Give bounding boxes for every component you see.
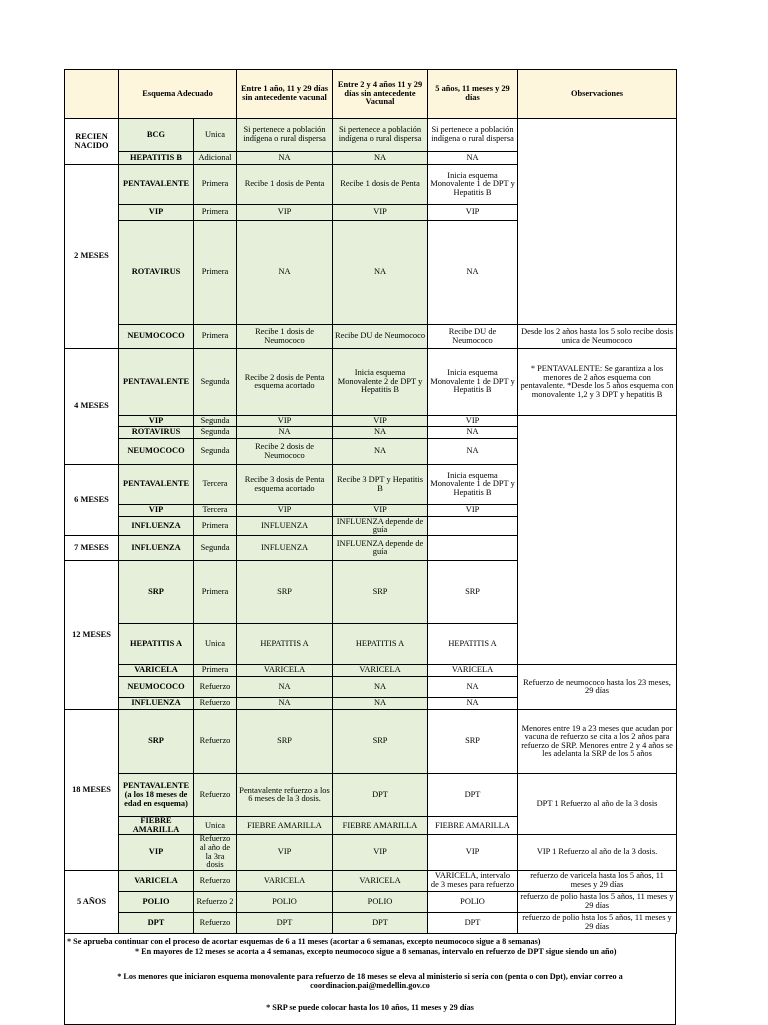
vaccine-name: INFLUENZA: [119, 517, 194, 536]
vaccine-name: DPT: [119, 912, 194, 933]
cell-col1: VIP: [237, 416, 333, 427]
dose-label: Segunda: [194, 349, 237, 416]
dose-label: Refuerzo: [194, 710, 237, 774]
table-row: [65, 325, 677, 349]
cell-col3: Inicia esquema Monovalente 1 de DPT y Hepatitis B: [428, 465, 518, 505]
vaccine-name: VARICELA: [119, 870, 194, 891]
dose-label: Refuerzo: [194, 870, 237, 891]
cell-col3: HEPATITIS A: [428, 623, 518, 665]
cell-col1: VARICELA: [237, 870, 333, 891]
cell-col2: VARICELA: [333, 870, 428, 891]
cell-col1: NA: [237, 221, 333, 325]
vaccine-name: SRP: [119, 710, 194, 774]
dose-label: Refuerzo: [194, 677, 237, 698]
cell-col1: HEPATITIS A: [237, 623, 333, 665]
dose-label: Primera: [194, 665, 237, 677]
dose-label: Primera: [194, 325, 237, 349]
dose-label: Unica: [194, 817, 237, 835]
table-row: [65, 774, 677, 817]
cell-col1: Recibe 1 dosis de Penta: [237, 165, 333, 205]
dose-label: Refuerzo: [194, 774, 237, 817]
dose-label: Unica: [194, 119, 237, 152]
observation-cell: refuerzo de polio hasta los 5 años, 11 meses y 29 días: [518, 891, 677, 912]
table-row: [65, 665, 677, 677]
cell-col2: FIEBRE AMARILLA: [333, 817, 428, 835]
table-row: [65, 710, 677, 774]
dose-label: Refuerzo 2: [194, 891, 237, 912]
table-row: [65, 835, 677, 870]
dose-label: Primera: [194, 517, 237, 536]
observation-cell: Menores entre 19 a 23 meses que acudan por vacuna de refuerzo se cita a los 2 años para refuerzo de SRP. Menores entre 2 y 4 años se les adelanta la SRP de los 5 años: [518, 710, 677, 774]
cell-col1: Recibe 2 dosis de Penta esquema acortado: [237, 349, 333, 416]
dose-label: Unica: [194, 623, 237, 665]
header-col2: Entre 2 y 4 años 11 y 29 días sin antecedente Vacunal: [333, 70, 428, 119]
cell-col3: NA: [428, 152, 518, 165]
table-row: [65, 891, 677, 912]
cell-col1: NA: [237, 698, 333, 710]
header-observaciones: Observaciones: [518, 70, 677, 119]
vaccine-name: INFLUENZA: [119, 698, 194, 710]
cell-col2: NA: [333, 439, 428, 465]
dose-label: Primera: [194, 205, 237, 221]
dose-label: Tercera: [194, 505, 237, 517]
cell-col3: DPT: [428, 912, 518, 933]
vaccine-name: VIP: [119, 505, 194, 517]
vaccine-name: HEPATITIS B: [119, 152, 194, 165]
cell-col1: INFLUENZA: [237, 536, 333, 561]
header-esquema: Esquema Adecuado: [119, 70, 237, 119]
cell-col2: INFLUENZA depende de guía: [333, 517, 428, 536]
cell-col2: HEPATITIS A: [333, 623, 428, 665]
header-col1: Entre 1 año, 11 y 29 días sin antecedente vacunal: [237, 70, 333, 119]
cell-col1: FIEBRE AMARILLA: [237, 817, 333, 835]
vaccine-name: VIP: [119, 416, 194, 427]
vaccine-name: PENTAVALENTE: [119, 165, 194, 205]
vaccine-name: BCG: [119, 119, 194, 152]
cell-col2: Recibe 1 dosis de Penta: [333, 165, 428, 205]
vaccine-name: NEUMOCOCO: [119, 439, 194, 465]
cell-col3: NA: [428, 427, 518, 439]
cell-col2: SRP: [333, 561, 428, 623]
cell-col2: NA: [333, 152, 428, 165]
cell-col3: VIP: [428, 835, 518, 870]
cell-col1: INFLUENZA: [237, 517, 333, 536]
vaccine-name: PENTAVALENTE: [119, 349, 194, 416]
age-group: 6 MESES: [65, 465, 119, 536]
header-row: [65, 70, 677, 119]
cell-col3: NA: [428, 698, 518, 710]
cell-col1: Recibe 2 dosis de Neumococo: [237, 439, 333, 465]
dose-label: Segunda: [194, 427, 237, 439]
cell-col1: Pentavalente refuerzo a los 6 meses de la 3 dosis.: [237, 774, 333, 817]
observation-cell: [518, 119, 677, 325]
cell-col3: SRP: [428, 710, 518, 774]
dose-label: Primera: [194, 561, 237, 623]
vaccine-name: NEUMOCOCO: [119, 677, 194, 698]
observation-cell: [518, 416, 677, 665]
cell-col1: SRP: [237, 561, 333, 623]
dose-label: Refuerzo: [194, 698, 237, 710]
vaccination-schedule-sheet: [64, 69, 676, 1025]
header-col3: 5 años, 11 meses y 29 días: [428, 70, 518, 119]
dose-label: Tercera: [194, 465, 237, 505]
observation-cell: Refuerzo de neumococo hasta los 23 meses, 29 días: [518, 665, 677, 710]
cell-col1: NA: [237, 677, 333, 698]
cell-col2: POLIO: [333, 891, 428, 912]
vaccine-name: VIP: [119, 835, 194, 870]
age-group: RECIEN NACIDO: [65, 119, 119, 165]
cell-col2: Recibe 3 DPT y Hepatitis B: [333, 465, 428, 505]
header-age: [65, 70, 119, 119]
cell-col2: VIP: [333, 835, 428, 870]
note-line: * En mayores de 12 meses se acorta a 4 semanas, excepto neumococo sigue a 8 semanas, intervalo en refuerzo de DPT sigue siendo un año): [135, 946, 617, 956]
cell-col3: DPT: [428, 774, 518, 817]
age-group: 7 MESES: [65, 536, 119, 561]
cell-col1: NA: [237, 152, 333, 165]
cell-col3: VARICELA: [428, 665, 518, 677]
cell-col2: Recibe DU de Neumococo: [333, 325, 428, 349]
cell-col2: Inicia esquema Monovalente 2 de DPT y Hepatitis B: [333, 349, 428, 416]
cell-col3: FIEBRE AMARILLA: [428, 817, 518, 835]
cell-col2: VIP: [333, 205, 428, 221]
cell-col3: VIP: [428, 505, 518, 517]
cell-col1: VARICELA: [237, 665, 333, 677]
age-group: 4 MESES: [65, 349, 119, 465]
cell-col2: VARICELA: [333, 665, 428, 677]
cell-col2: VIP: [333, 505, 428, 517]
vaccine-name: INFLUENZA: [119, 536, 194, 561]
vaccine-name: VARICELA: [119, 665, 194, 677]
observation-cell: DPT 1 Refuerzo al año de la 3 dosis: [518, 774, 677, 835]
cell-col3: NA: [428, 221, 518, 325]
age-group: 5 AÑOS: [65, 870, 119, 933]
observation-cell: * PENTAVALENTE: Se garantiza a los menores de 2 años esquema con pentavalente. *Desde los 5 años esquema con monovalente 1,2 y 3 DPT y hepatitis B: [518, 349, 677, 416]
age-group: 12 MESES: [65, 561, 119, 710]
cell-col1: VIP: [237, 205, 333, 221]
cell-col3: Inicia esquema Monovalente 1 de DPT y Hepatitis B: [428, 349, 518, 416]
age-group: 18 MESES: [65, 710, 119, 871]
vaccine-name: FIEBRE AMARILLA: [119, 817, 194, 835]
cell-col1: DPT: [237, 912, 333, 933]
cell-col1: VIP: [237, 835, 333, 870]
age-group: 2 MESES: [65, 165, 119, 349]
cell-col3: SRP: [428, 561, 518, 623]
observation-cell: refuerzo de varicela hasta los 5 años, 11 meses y 29 días: [518, 870, 677, 891]
dose-label: Primera: [194, 221, 237, 325]
cell-col1: NA: [237, 427, 333, 439]
notes-box: [64, 934, 676, 1025]
cell-col3: Si pertenece a población indígena o rural dispersa: [428, 119, 518, 152]
dose-label: Refuerzo al año de la 3ra dosis: [194, 835, 237, 870]
dose-label: Segunda: [194, 439, 237, 465]
cell-col3: POLIO: [428, 891, 518, 912]
observation-cell: refuerzo de polio hsta los 5 años, 11 meses y 29 días: [518, 912, 677, 933]
cell-col2: VIP: [333, 416, 428, 427]
note-line: * Los menores que iniciaron esquema monovalente para refuerzo de 18 meses se eleva al ministerio si sería con (penta o con Dpt), enviar correo a coordinacion.pai@medellin.gov.co: [117, 971, 623, 990]
vaccine-name: PENTAVALENTE: [119, 465, 194, 505]
table-row: [65, 912, 677, 933]
cell-col1: VIP: [237, 505, 333, 517]
cell-col1: POLIO: [237, 891, 333, 912]
vaccine-name: ROTAVIRUS: [119, 427, 194, 439]
cell-col2: NA: [333, 698, 428, 710]
table-row: [65, 416, 677, 427]
vaccine-name: ROTAVIRUS: [119, 221, 194, 325]
vaccine-name: NEUMOCOCO: [119, 325, 194, 349]
cell-col3: VARICELA, intervalo de 3 meses para refuerzo: [428, 870, 518, 891]
dose-label: Segunda: [194, 416, 237, 427]
table-row: [65, 349, 677, 416]
cell-col3: NA: [428, 439, 518, 465]
vaccine-name: POLIO: [119, 891, 194, 912]
table-row: [65, 119, 677, 152]
cell-col2: Si pertenece a población indígena o rural dispersa: [333, 119, 428, 152]
cell-col3: Inicia esquema Monovalente 1 de DPT y Hepatitis B: [428, 165, 518, 205]
vaccine-name: VIP: [119, 205, 194, 221]
vaccine-name: PENTAVALENTE (a los 18 meses de edad en esquema): [119, 774, 194, 817]
dose-label: Segunda: [194, 536, 237, 561]
dose-label: Adicional: [194, 152, 237, 165]
cell-col1: SRP: [237, 710, 333, 774]
cell-col3: [428, 536, 518, 561]
cell-col1: Recibe 3 dosis de Penta esquema acortado: [237, 465, 333, 505]
note-line: * SRP se puede colocar hasta los 10 años, 11 meses y 29 días: [266, 1002, 474, 1012]
vaccination-table: [64, 69, 677, 934]
dose-label: Refuerzo: [194, 912, 237, 933]
cell-col2: INFLUENZA depende de guía: [333, 536, 428, 561]
note-line: * Se aprueba continuar con el proceso de acortar esquemas de 6 a 11 meses (acortar a 6 semanas, excepto neumococo sigue a 8 semanas): [67, 936, 541, 946]
cell-col3: [428, 517, 518, 536]
observation-cell: VIP 1 Refuerzo al año de la 3 dosis.: [518, 835, 677, 870]
cell-col1: Si pertenece a población indígena o rural dispersa: [237, 119, 333, 152]
table-row: [65, 870, 677, 891]
cell-col2: DPT: [333, 774, 428, 817]
vaccine-name: SRP: [119, 561, 194, 623]
cell-col2: DPT: [333, 912, 428, 933]
cell-col2: NA: [333, 221, 428, 325]
cell-col1: Recibe 1 dosis de Neumococo: [237, 325, 333, 349]
observation-cell: Desde los 2 años hasta los 5 solo recibe dosis unica de Neumococo: [518, 325, 677, 349]
cell-col3: NA: [428, 677, 518, 698]
cell-col3: VIP: [428, 205, 518, 221]
cell-col2: NA: [333, 677, 428, 698]
cell-col3: Recibe DU de Neumococo: [428, 325, 518, 349]
vaccine-name: HEPATITIS A: [119, 623, 194, 665]
dose-label: Primera: [194, 165, 237, 205]
cell-col2: NA: [333, 427, 428, 439]
cell-col2: SRP: [333, 710, 428, 774]
cell-col3: VIP: [428, 416, 518, 427]
